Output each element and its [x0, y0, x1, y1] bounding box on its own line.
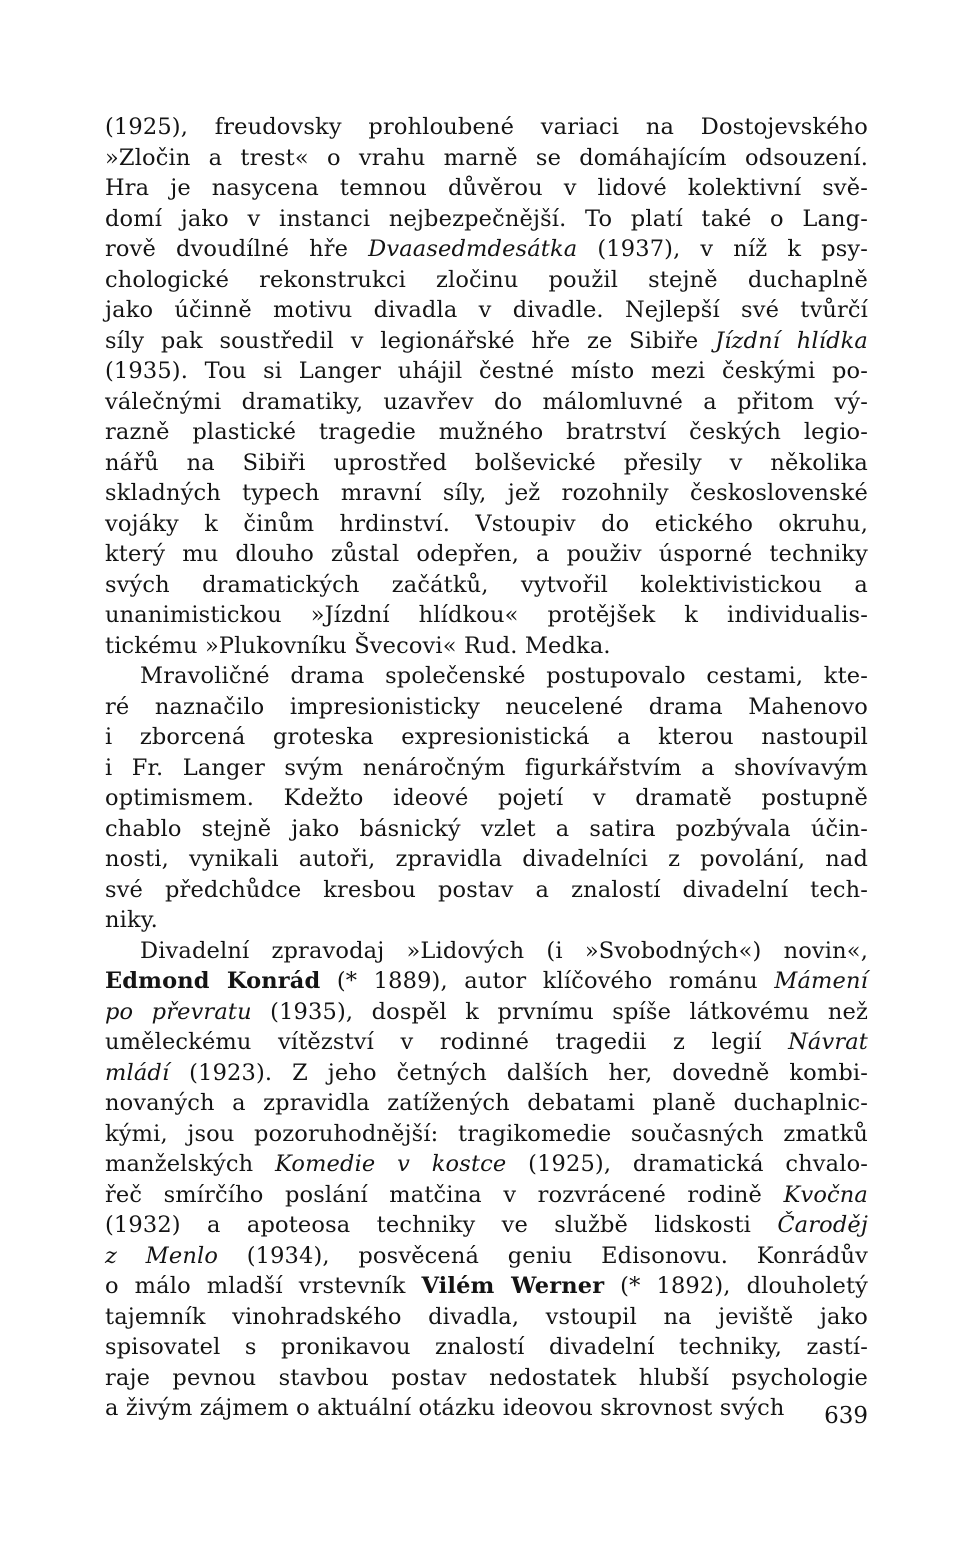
text-segment: vojáky k činům hrdinství. Vstoupiv do etického okruhu, — [105, 510, 868, 537]
italic-title: Návrat — [788, 1029, 868, 1055]
text-line — [105, 1058, 868, 1089]
text-line — [105, 204, 868, 235]
text-line — [105, 600, 868, 631]
text-line — [105, 875, 868, 906]
text-segment: Divadelní zpravodaj »Lidových (i »Svobodných«) novin«, — [140, 937, 868, 964]
text-segment: i Fr. Langer svým nenáročným figurkářstvím a shovívavým — [105, 754, 868, 781]
text-line — [105, 1271, 868, 1302]
text-line — [105, 661, 868, 692]
text-segment: skladných typech mravní síly, jež rozohnily československé — [105, 480, 868, 506]
text-segment: (1925), freudovsky prohloubené variaci na Dostojevského — [105, 114, 868, 140]
text-line — [105, 478, 868, 509]
text-line — [105, 936, 868, 967]
text-segment: (1932) a apoteosa techniky ve službě lidskosti — [105, 1212, 778, 1238]
text-line — [105, 1332, 868, 1363]
italic-title: z Menlo — [105, 1242, 219, 1269]
text-segment: i zborcená groteska expresionistická a kterou nastoupil — [105, 724, 868, 750]
text-segment: (* 1892), dlouholetý — [604, 1273, 869, 1299]
italic-title: mládí — [105, 1059, 170, 1086]
text-line — [105, 1119, 868, 1150]
text-segment: síly pak soustředil v legionářské hře ze Sibiře — [105, 327, 716, 354]
text-line — [105, 173, 868, 204]
italic-title: Mámení — [774, 968, 868, 994]
text-line — [105, 997, 868, 1028]
text-line — [105, 387, 868, 418]
text-segment: rově dvoudílné hře — [105, 236, 369, 262]
text-segment: tajemník vinohradského divadla, vstoupil na jeviště jako — [105, 1303, 868, 1330]
text-segment: chologické rekonstrukci zločinu použil stejně duchaplně — [105, 266, 868, 293]
text-segment: (* 1889), autor klíčového románu — [320, 968, 775, 994]
text-line — [105, 631, 868, 662]
text-line — [105, 143, 868, 174]
text-segment: (1935). Tou si Langer uhájil čestné místo mezi českými po- — [105, 358, 868, 384]
text-segment: řeč smírčího poslání matčina v rozvrácené rodině — [105, 1181, 784, 1208]
text-line — [105, 1027, 868, 1058]
text-line — [105, 234, 868, 265]
text-line — [105, 326, 868, 357]
text-line — [105, 509, 868, 540]
text-line — [105, 753, 868, 784]
italic-title: Jízdní hlídka — [715, 327, 868, 354]
text-line — [105, 1302, 868, 1333]
text-line — [105, 295, 868, 326]
text-segment: kými, jsou pozoruhodnější: tragikomedie současných zmatků — [105, 1120, 868, 1147]
text-segment: Hra je nasycena temnou důvěrou v lidové kolektivní svě- — [105, 175, 868, 201]
text-line — [105, 692, 868, 723]
page-number: 639 — [824, 1403, 868, 1429]
text-segment: domí jako v instanci nejbezpečnější. To platí také o Lang- — [105, 205, 868, 232]
text-segment: raje pevnou stavbou postav nedostatek hlubší psychologie — [105, 1364, 868, 1391]
text-segment: (1923). Z jeho četných dalších her, dovedně kombi- — [169, 1059, 868, 1086]
italic-title: Kvočna — [783, 1181, 868, 1208]
text-line — [105, 1180, 868, 1211]
text-segment: svých dramatických začátků, vytvořil kolektivistickou a — [105, 571, 868, 598]
text-line — [105, 722, 868, 753]
text-line — [105, 844, 868, 875]
text-segment: jako účinně motivu divadla v divadle. Nejlepší své tvůrčí — [105, 297, 868, 323]
text-segment: (1935), dospěl k prvnímu spíše látkovému než — [251, 998, 868, 1025]
italic-title: Komedie v kostce — [275, 1151, 507, 1177]
text-line — [105, 1363, 868, 1394]
text-segment: chablo stejně jako básnický vzlet a satira pozbývala účin- — [105, 815, 868, 842]
text-segment: nářů na Sibiři uprostřed bolševické přesily v několika — [105, 449, 868, 476]
text-line — [105, 905, 868, 936]
text-segment: válečnými dramatiky, uzavřev do málomluvné a přitom vý- — [105, 388, 868, 415]
text-segment: manželských — [105, 1151, 276, 1177]
text-line — [105, 1393, 868, 1424]
text-segment: který mu dlouho zůstal odepřen, a použiv úsporné techniky — [105, 541, 868, 567]
text-line — [105, 783, 868, 814]
bold-name: Vilém Werner — [421, 1273, 605, 1299]
text-segment: (1925), dramatická chvalo- — [506, 1151, 869, 1177]
text-segment: (1937), v níž k psy- — [577, 236, 869, 262]
text-segment: nosti, vynikali autoři, zpravidla divadelníci z povolání, nad — [105, 846, 868, 872]
text-line — [105, 966, 868, 997]
text-segment: Mravoličné drama společenské postupovalo cestami, kte- — [140, 663, 868, 689]
text-line — [105, 1088, 868, 1119]
italic-title: Čaroděj — [777, 1212, 868, 1238]
text-segment: o málo mladší vrstevník — [105, 1273, 422, 1299]
text-segment: »Zločin a trest« o vrahu marně se domáhajícím odsouzení. — [105, 144, 868, 171]
text-line — [105, 1149, 868, 1180]
text-segment: a živým zájmem o aktuální otázku ideovou skrovnost svých — [105, 1395, 785, 1421]
text-line — [105, 356, 868, 387]
text-segment: tickému »Plukovníku Švecovi« Rud. Medka. — [105, 632, 611, 659]
text-line — [105, 417, 868, 448]
text-segment: optimismem. Kdežto ideové pojetí v dramatě postupně — [105, 785, 868, 811]
text-line — [105, 265, 868, 296]
text-line — [105, 570, 868, 601]
text-segment: (1934), posvěcená geniu Edisonovu. Konrádův — [218, 1242, 868, 1269]
text-segment: novaných a zpravidla zatížených debatami planě duchaplnic- — [105, 1090, 868, 1116]
text-segment: unanimistickou »Jízdní hlídkou« protějšek k individualis- — [105, 602, 868, 628]
text-line — [105, 814, 868, 845]
bold-name: Edmond Konrád — [105, 968, 321, 994]
page-body — [105, 112, 868, 1424]
italic-title: Dvaasedmdesátka — [368, 236, 578, 262]
text-segment: spisovatel s pronikavou znalostí divadelní techniky, zastí- — [105, 1334, 868, 1360]
text-segment: razně plastické tragedie mužného bratrství českých legio- — [105, 419, 868, 445]
text-segment: uměleckému vítězství v rodinné tragedii z legií — [105, 1029, 789, 1055]
text-line — [105, 1241, 868, 1272]
italic-title: po převratu — [105, 998, 252, 1025]
text-line — [105, 1210, 868, 1241]
text-segment: své předchůdce kresbou postav a znalostí divadelní tech- — [105, 876, 868, 903]
text-segment: niky. — [105, 907, 158, 933]
text-segment: ré naznačilo impresionisticky neucelené drama Mahenovo — [105, 693, 868, 720]
text-line — [105, 448, 868, 479]
text-line — [105, 112, 868, 143]
text-line — [105, 539, 868, 570]
